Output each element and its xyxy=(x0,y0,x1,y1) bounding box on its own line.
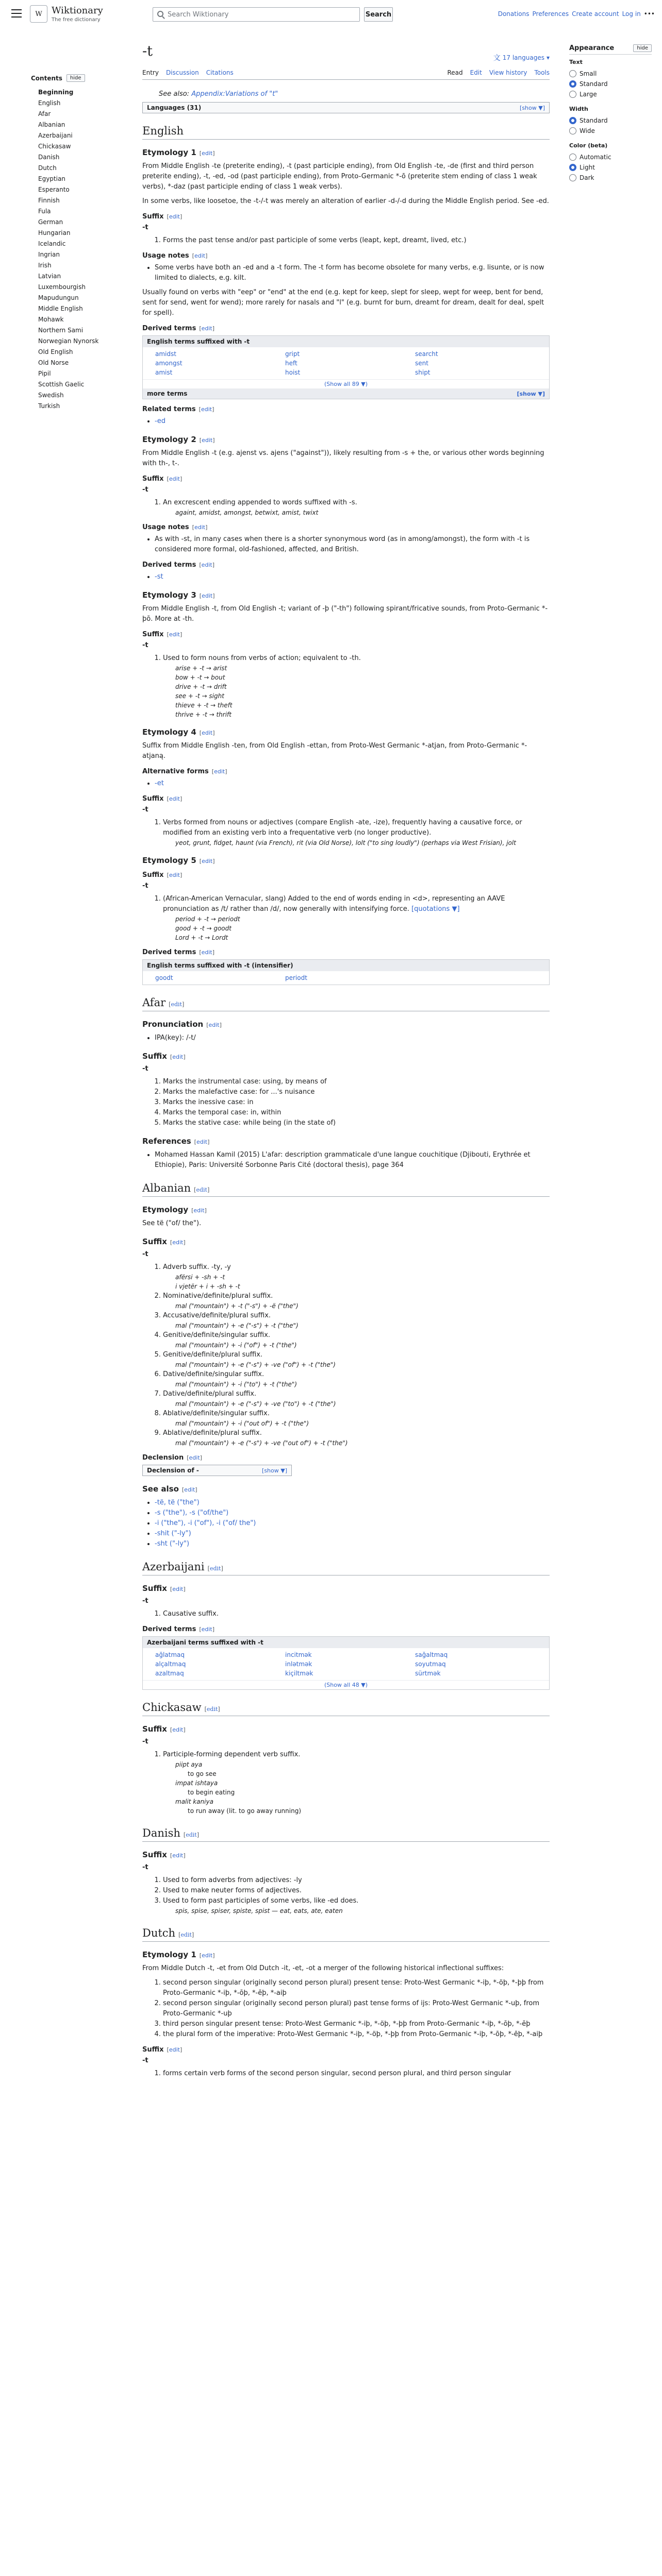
toc-item[interactable]: German xyxy=(38,218,63,226)
definition-text: Ablative/definite/singular suffix. xyxy=(163,1410,270,1417)
translate-icon: 文 xyxy=(493,54,501,62)
edit-link[interactable]: edit xyxy=(201,325,212,332)
see-also-link[interactable]: -s ("the"), -s ("of/the") xyxy=(155,1509,229,1517)
etymology-text: In some verbs, like loosetoe, the -t-/-t was merely an alteration of earlier -d-/-d during the Middle English period. See -ed. xyxy=(142,197,549,205)
heading-derived-terms: Derived terms [edit] xyxy=(142,325,215,332)
heading-etymology-2: Etymology 2 [edit] xyxy=(142,435,215,444)
definition: 1. Verbs formed from nouns or adjectives (compare English -ate, -ize), frequently having a causative force, or modified from an existing verb into a frequentative verb (no longer productive). yeot, grunt, fidget, haunt (via French), rit (via Old Norse), lolt ("to sing loudly") (perhaps via West Frisian), jolt xyxy=(163,818,550,848)
etymology-text: From Middle English -te (preterite ending), -t (past participle ending), from Old English -te, -de (first and third person preterite ending), -t, -ed, -od (past participle ending), from Proto-Germanic *-ō (preterite stem ending of class 1 weak verbs), *-daz (past participle ending of class 1 weak verbs). xyxy=(142,162,537,191)
edit-link[interactable]: edit xyxy=(202,730,213,736)
usage-example: yeot, grunt, fidget, haunt (via French), rit (via Old Norse), lolt ("to sing loudly") (perhaps via West Frisian), jolt xyxy=(175,839,516,846)
toc-item[interactable]: Latvian xyxy=(38,273,61,280)
derived-term-link[interactable]: amidst xyxy=(155,350,176,358)
heading-derived-terms: Derived terms [edit] xyxy=(142,1625,215,1633)
see-also-link[interactable]: Appendix:Variations of "t" xyxy=(191,90,278,98)
edit-link[interactable]: edit xyxy=(214,768,225,775)
heading-see-also: See also [edit] xyxy=(142,1484,197,1494)
headword: -t xyxy=(142,1250,148,1258)
edit-link[interactable]: edit xyxy=(184,1486,195,1493)
tab-view-history[interactable]: View history xyxy=(489,69,527,76)
show-declension-button[interactable]: [show ▼] xyxy=(262,1467,287,1474)
usage-example: mal ("mountain") + -e ("-s") + -ve ("to") + -t ("the") xyxy=(175,1400,336,1408)
definition-text: Dative/definite/plural suffix. xyxy=(163,1390,257,1398)
heading-declension: Declension [edit] xyxy=(142,1454,202,1462)
definition: 1. Causative suffix. xyxy=(163,1609,550,1619)
definition: 3. Used to form past participles of some verbs, like -ed does. spis, spise, spiser, spiste, spist — eat, eats, ate, eaten xyxy=(163,1896,550,1916)
page-title: -t xyxy=(142,43,153,59)
heading-azerbaijani: Azerbaijani [edit] xyxy=(142,1561,550,1575)
usage-example: see + -t → sight xyxy=(175,692,224,700)
etymology-item: 4. the plural form of the imperative: Proto-West Germanic *-iþ, *-öþ, *-þþ from Proto-Germanic *-iþ, *-ōþ, *-ēþ, *-aiþ xyxy=(163,2029,550,2040)
heading-english: English xyxy=(142,125,550,140)
toc-item[interactable]: Beginning xyxy=(38,89,74,96)
toc-item[interactable]: Finnish xyxy=(38,197,60,204)
usage-example: thrive + -t → thrift xyxy=(175,711,231,718)
derived-term-link[interactable]: inlətmək xyxy=(285,1660,312,1668)
heading-danish: Danish [edit] xyxy=(142,1827,550,1842)
edit-link[interactable]: edit xyxy=(172,1726,184,1733)
heading-etymology-3: Etymology 3 [edit] xyxy=(142,590,215,600)
toc-item[interactable]: Pipil xyxy=(38,370,51,377)
toc-item[interactable]: Old Norse xyxy=(38,359,69,366)
definition xyxy=(163,1369,550,1389)
heading-pronunciation: Pronunciation [edit] xyxy=(142,1020,222,1029)
edit-link[interactable]: edit xyxy=(169,795,180,802)
edit-link[interactable]: edit xyxy=(169,631,180,638)
text-size-label: Text xyxy=(569,59,583,65)
toc-item[interactable]: Azerbaijani xyxy=(38,132,73,139)
etymology-text: From Middle English -t, from Old English -t; variant of -þ ("-th") following spirant/fricative sounds, from Proto-Germanic *-þō. More at -th. xyxy=(142,605,548,623)
edit-link[interactable]: edit xyxy=(171,1001,182,1008)
toc-item[interactable]: Swedish xyxy=(38,392,64,399)
edit-link[interactable]: edit xyxy=(201,1626,212,1633)
languages-navbox: Languages (31) [show ▼] xyxy=(142,102,550,113)
etymology-item: 1. second person singular (originally second person plural) present tense: Proto-West Germanic *-iþ, *-öþ, *-þþ from Proto-Germanic *-iþ, *-ōþ, *-ēþ, *-aiþ xyxy=(163,1978,550,1998)
see-also-item xyxy=(155,1498,550,1508)
derived-term-link[interactable]: -st xyxy=(155,573,163,581)
show-languages-button[interactable]: [show ▼] xyxy=(520,104,545,111)
donations-link[interactable]: Donations xyxy=(498,10,529,18)
edit-link[interactable]: edit xyxy=(202,1952,213,1959)
usage-example: i vjetër + i + -sh + -t xyxy=(175,1283,240,1290)
edit-link[interactable]: edit xyxy=(172,1586,184,1592)
heading-suffix: Suffix [edit] xyxy=(142,1724,186,1734)
edit-link[interactable]: edit xyxy=(172,1852,184,1859)
edit-link[interactable]: edit xyxy=(169,872,180,878)
languages-button[interactable]: 文 17 languages ▾ xyxy=(493,53,550,63)
color-light-radio[interactable]: Light xyxy=(569,162,652,173)
heading-dutch: Dutch [edit] xyxy=(142,1927,550,1942)
tab-citations[interactable]: Citations xyxy=(206,69,234,76)
show-more-terms-button[interactable]: [show ▼] xyxy=(517,390,545,397)
toc-item[interactable]: Afar xyxy=(38,110,51,117)
tab-discussion[interactable]: Discussion xyxy=(166,69,199,76)
toc-item[interactable]: Turkish xyxy=(38,402,60,410)
definition: 2. Marks the malefactive case: for ...'s nuisance xyxy=(163,1087,550,1097)
toc-item[interactable]: Hungarian xyxy=(38,229,71,236)
preferences-link[interactable]: Preferences xyxy=(532,10,569,18)
usage-example: mal ("mountain") + -i ("to") + -t ("the") xyxy=(175,1381,297,1388)
text-large-radio[interactable]: Large xyxy=(569,89,652,99)
heading-suffix: Suffix [edit] xyxy=(142,1237,186,1246)
usage-note: Usually found on verbs with "eep" or "end" at the end (e.g. kept for keep, slept for sleep, wept for weep, bent for bend, sent for send, went for wend); more rarely for nasals and "l" (e.g. burnt for burn, dreamt for dream, dealt for deal, spelt for spell). xyxy=(142,289,544,317)
etymology-text: From Middle Dutch -t, -et from Old Dutch -it, -et, -ot a merger of the following historical inflectional suffixes: xyxy=(142,1964,504,1972)
toc-item[interactable]: Icelandic xyxy=(38,240,66,247)
derived-term-link[interactable]: incitmək xyxy=(285,1651,312,1658)
edit-link[interactable]: edit xyxy=(186,1832,197,1838)
see-also-link[interactable]: -shit ("-ly") xyxy=(155,1530,191,1537)
derived-term-link[interactable]: sent xyxy=(415,360,428,367)
usage-example: mal ("mountain") + -e ("-s") + -ve ("of") + -t ("the") xyxy=(175,1361,336,1368)
tab-tools[interactable]: Tools xyxy=(534,69,550,76)
declension-box: Declension of - [show ▼] xyxy=(142,1465,292,1476)
edit-link[interactable]: edit xyxy=(180,1931,192,1938)
etymology-item: 2. second person singular (originally second person plural) past tense forms of ijs: Proto-West Germanic *-uþ, from Proto-Germanic *-uþ xyxy=(163,1998,550,2019)
definition xyxy=(163,1409,550,1428)
width-standard-radio[interactable]: Standard xyxy=(569,115,652,126)
headword: -t xyxy=(142,641,148,649)
derived-term-link[interactable]: azaltmaq xyxy=(155,1670,184,1677)
edit-link[interactable]: edit xyxy=(201,406,212,413)
usage-example: piipt aya xyxy=(175,1761,203,1768)
color-dark-radio[interactable]: Dark xyxy=(569,173,652,183)
menu-icon[interactable] xyxy=(11,9,22,18)
edit-link[interactable]: edit xyxy=(209,1565,221,1572)
derived-term-link[interactable]: heft xyxy=(285,360,297,367)
headword: -t xyxy=(142,1863,148,1871)
derived-term-link[interactable]: hoist xyxy=(285,369,301,376)
heading-suffix: Suffix [edit] xyxy=(142,631,183,638)
toc-item[interactable]: Old English xyxy=(38,348,73,355)
related-term-link[interactable]: -ed xyxy=(155,417,166,425)
usage-example: mal ("mountain") + -e ("-s") + -ve ("out of") + -t ("the") xyxy=(175,1439,348,1447)
toc-item[interactable]: Danish xyxy=(38,154,60,161)
chevron-down-icon: ▾ xyxy=(546,54,550,61)
definition-text: Genitive/definite/plural suffix. xyxy=(163,1351,263,1359)
derived-terms-box: English terms suffixed with -t (intensifier) goodt periodt xyxy=(142,959,550,985)
toc-item[interactable]: Dutch xyxy=(38,164,57,172)
heading-related-terms: Related terms [edit] xyxy=(142,405,214,413)
usage-example: mal ("mountain") + -t ("-s") + -ë ("the") xyxy=(175,1302,299,1310)
derived-terms-box: Azerbaijani terms suffixed with -t ağlatmaq incitmək sağaltmaq alçaltmaq inlətmək soyutmaq azaltmaq kiçiltmək sürtmək (Show all 48 ▼) xyxy=(142,1636,550,1690)
headword: -t xyxy=(142,486,148,494)
more-options-icon[interactable]: ••• xyxy=(643,10,655,18)
edit-link[interactable]: edit xyxy=(196,1187,207,1193)
see-also-link[interactable]: -sht ("-ly") xyxy=(155,1540,190,1548)
heading-afar: Afar [edit] xyxy=(142,996,550,1011)
headword: -t xyxy=(142,1065,148,1073)
derived-term-link[interactable]: gript xyxy=(285,350,300,358)
see-also-link[interactable]: -të, të ("the") xyxy=(155,1499,200,1506)
usage-note: • As with -st, in many cases when there is a shorter synonymous word (as in among/amongst), the form with -t is considered more formal, old-fashioned, affected, and British. xyxy=(155,534,550,555)
width-label: Width xyxy=(569,106,588,112)
headword: -t xyxy=(142,1597,148,1605)
usage-example: good + -t → goodt xyxy=(175,925,231,932)
definition: 1. Used to form adverbs from adjectives: -ly xyxy=(163,1875,550,1886)
toc-item[interactable]: Chickasaw xyxy=(38,143,71,150)
definition xyxy=(163,1350,550,1369)
definition xyxy=(163,1311,550,1330)
definition: 5. Marks the stative case: while being (in the state of) xyxy=(163,1118,550,1128)
personal-tools xyxy=(498,10,655,18)
heading-chickasaw: Chickasaw [edit] xyxy=(142,1701,550,1716)
table-of-contents xyxy=(31,74,108,412)
headword: -t xyxy=(142,1738,148,1745)
usage-example: impat ishtaya xyxy=(175,1780,218,1787)
heading-suffix: Suffix [edit] xyxy=(142,1052,186,1061)
see-also-link[interactable]: -i ("the"), -i ("of"), -i ("of/ the") xyxy=(155,1519,256,1527)
heading-suffix: Suffix [edit] xyxy=(142,1850,186,1859)
toc-item[interactable]: Luxembourgish xyxy=(38,283,86,291)
edit-link[interactable]: edit xyxy=(201,949,212,956)
definition-text: Accusative/definite/plural suffix. xyxy=(163,1312,271,1319)
headword: -t xyxy=(142,224,148,231)
see-also-hatnote: See also: Appendix:Variations of "t" xyxy=(159,90,278,98)
page-tabs xyxy=(142,62,550,80)
edit-link[interactable]: edit xyxy=(169,213,180,220)
toc-item[interactable]: Middle English xyxy=(38,305,83,312)
edit-link[interactable]: edit xyxy=(202,592,213,599)
edit-link[interactable]: edit xyxy=(201,562,212,568)
definition: 3. Marks the inessive case: in xyxy=(163,1097,550,1108)
edit-link[interactable]: edit xyxy=(202,150,213,157)
usage-example: Lord + -t → Lordt xyxy=(175,934,228,941)
see-also-item xyxy=(155,1518,550,1529)
alternative-form-link[interactable]: -et xyxy=(155,779,164,787)
heading-etymology: Etymology [edit] xyxy=(142,1205,207,1214)
etymology-item: 3. third person singular present tense: Proto-West Germanic *-iþ, *-öþ, *-þþ from Proto-Germanic *-iþ, *-ōþ, *-ēþ xyxy=(163,2019,550,2029)
see-also-item xyxy=(155,1529,550,1539)
definition-text: Adverb suffix. -ty, -y xyxy=(163,1263,231,1271)
edit-link[interactable]: edit xyxy=(196,1139,208,1145)
definition xyxy=(163,1291,550,1311)
heading-suffix: Suffix [edit] xyxy=(142,871,183,879)
create-account-link[interactable]: Create account xyxy=(572,10,619,18)
edit-link[interactable]: edit xyxy=(169,2046,180,2053)
appearance-panel xyxy=(569,44,652,189)
toc-item[interactable]: Scottish Gaelic xyxy=(38,381,85,388)
toc-item[interactable]: Albanian xyxy=(38,121,65,128)
usage-note: • Some verbs have both an -ed and a -t form. The -t form has become obsolete for many verbs, e.g. lisunte, or is now limited to dialects, e.g. kilt. xyxy=(155,263,550,283)
edit-link[interactable]: edit xyxy=(172,1239,184,1246)
search-placeholder: Search Wiktionary xyxy=(168,10,229,19)
edit-link[interactable]: edit xyxy=(193,1207,205,1214)
heading-derived-terms: Derived terms [edit] xyxy=(142,561,215,569)
toc-title: Contents xyxy=(31,74,62,82)
heading-etymology-5: Etymology 5 [edit] xyxy=(142,856,215,865)
usage-translation: to go see xyxy=(188,1770,217,1777)
toc-item[interactable]: Egyptian xyxy=(38,175,65,182)
derived-term-link[interactable]: periodt xyxy=(285,974,307,981)
text-standard-radio[interactable]: Standard xyxy=(569,79,652,89)
edit-link[interactable]: edit xyxy=(172,1054,184,1060)
headword: -t xyxy=(142,882,148,890)
width-wide-radio[interactable]: Wide xyxy=(569,126,652,136)
heading-etymology-4: Etymology 4 [edit] xyxy=(142,727,215,737)
toc-item[interactable]: Ingrian xyxy=(38,251,60,258)
toc-item[interactable]: Mohawk xyxy=(38,316,64,323)
definition xyxy=(163,1428,550,1448)
definition xyxy=(163,1262,550,1291)
tab-edit[interactable]: Edit xyxy=(470,69,482,76)
edit-link[interactable]: edit xyxy=(202,437,213,444)
definition: 4. Marks the temporal case: in, within xyxy=(163,1108,550,1118)
heading-alternative-forms: Alternative forms [edit] xyxy=(142,768,227,775)
quotations-toggle[interactable]: [quotations ▼] xyxy=(411,905,460,913)
derived-terms-box: English terms suffixed with -t amidst gript searcht amongst heft sent amist hoist shipt (Show all 89 ▼) more terms [show ▼] xyxy=(142,335,550,399)
heading-suffix: Suffix [edit] xyxy=(142,1584,186,1593)
usage-example: bow + -t → bout xyxy=(175,674,225,681)
usage-example: spis, spise, spiser, spiste, spist — eat, eats, ate, eaten xyxy=(175,1907,343,1914)
edit-link[interactable]: edit xyxy=(206,1706,218,1713)
toc-item[interactable]: English xyxy=(38,99,61,107)
usage-example: mal ("mountain") + -i ("out of") + -t ("the") xyxy=(175,1420,309,1427)
edit-link[interactable]: edit xyxy=(189,1454,200,1461)
definition: 1. (African-American Vernacular, slang) Added to the end of words ending in <d>, representing an AAVE pronunciation as /t/ rather than /d/, now generally with intensifying force. [quotations ▼] period + -t → periodt good + -t → goodt Lord + -t → Lordt xyxy=(163,894,550,942)
color-label: Color (beta) xyxy=(569,142,608,149)
tab-entry[interactable]: Entry xyxy=(142,69,159,76)
etymology-text: From Middle English -t (e.g. ajenst vs. ajens ("against")), likely resulting from -s + the, or various other words beginning with th-, t-. xyxy=(142,449,544,467)
definition: 1. Participle-forming dependent verb suffix. piipt aya to go see impat ishtaya to begin eating malit kaniya to run away (lit. to go away running) xyxy=(163,1750,550,1816)
heading-etymology-1: Etymology 1 [edit] xyxy=(142,1950,215,1959)
show-all-button[interactable]: (Show all 89 ▼) xyxy=(324,381,368,387)
color-automatic-radio[interactable]: Automatic xyxy=(569,152,652,162)
heading-etymology-1: Etymology 1 [edit] xyxy=(142,148,215,157)
usage-example: drive + -t → drift xyxy=(175,683,227,690)
edit-link[interactable]: edit xyxy=(202,858,213,865)
usage-example: mal ("mountain") + -i ("of") + -t ("the") xyxy=(175,1342,297,1349)
reference: • Mohamed Hassan Kamil (2015) L'afar: description grammaticale d'une langue couchitique (Djibouti, Erythrée et Ethiopie), Paris: Université Sorbonne Paris Cité (doctoral thesis), page 364 xyxy=(155,1150,550,1171)
toc-item[interactable]: Irish xyxy=(38,262,52,269)
usage-example: thieve + -t → theft xyxy=(175,702,233,709)
heading-suffix: Suffix [edit] xyxy=(142,2046,183,2054)
derived-term-link[interactable]: alçaltmaq xyxy=(155,1660,186,1668)
definition-text: Genitive/definite/singular suffix. xyxy=(163,1331,271,1339)
usage-example: mal ("mountain") + -e ("-s") + -t ("the") xyxy=(175,1322,299,1329)
definition: 1. Used to form nouns from verbs of action; equivalent to -th. arise + -t → arist bow + -t → bout drive + -t → drift see + -t → sight thieve + -t → theft thrive + -t → thrift xyxy=(163,653,550,719)
heading-references: References [edit] xyxy=(142,1137,210,1146)
usage-example: arise + -t → arist xyxy=(175,665,227,672)
derived-term-link[interactable]: amist xyxy=(155,369,173,376)
derived-term-link[interactable]: searcht xyxy=(415,350,438,358)
heading-suffix: Suffix [edit] xyxy=(142,213,183,221)
usage-example: afërsi + -sh + -t xyxy=(175,1274,225,1281)
search-button[interactable]: Search xyxy=(364,7,393,22)
edit-link[interactable]: edit xyxy=(194,524,206,531)
definition: 1. forms certain verb forms of the second person singular, second person plural, and third person singular xyxy=(163,2069,550,2079)
ipa: • IPA(key): /-t/ xyxy=(155,1033,550,1043)
headword: -t xyxy=(142,806,148,814)
definition xyxy=(163,1389,550,1409)
toc-item[interactable]: Fula xyxy=(38,208,51,215)
derived-term-link[interactable]: sürtmək xyxy=(415,1670,441,1677)
see-also-item xyxy=(155,1539,550,1549)
etymology-text: See të ("of/ the"). xyxy=(142,1219,202,1227)
heading-suffix: Suffix [edit] xyxy=(142,795,183,803)
heading-usage-notes: Usage notes [edit] xyxy=(142,252,208,260)
usage-example: againt, amidst, amongst, betwixt, amist, twixt xyxy=(175,509,319,516)
login-link[interactable]: Log in xyxy=(622,10,641,18)
toc-item[interactable]: Mapudungun xyxy=(38,294,79,301)
search-icon xyxy=(157,11,163,17)
appearance-hide-button[interactable]: hide xyxy=(633,44,652,52)
main-content xyxy=(142,43,550,2083)
heading-usage-notes: Usage notes [edit] xyxy=(142,523,208,531)
edit-link[interactable]: edit xyxy=(194,252,206,259)
usage-example: period + -t → periodt xyxy=(175,916,240,923)
derived-term-link[interactable]: kiçiltmək xyxy=(285,1670,313,1677)
definition: 1. An excrescent ending appended to words suffixed with -s. againt, amidst, amongst, betwixt, amist, twixt xyxy=(163,498,550,517)
derived-term-link[interactable]: shipt xyxy=(415,369,431,376)
derived-term-link[interactable]: ağlatmaq xyxy=(155,1651,185,1658)
definition-text: Nominative/definite/plural suffix. xyxy=(163,1292,273,1300)
usage-translation: to run away (lit. to go away running) xyxy=(188,1807,302,1815)
heading-suffix: Suffix [edit] xyxy=(142,475,183,483)
appearance-title: Appearance xyxy=(569,44,615,52)
definition xyxy=(163,1330,550,1350)
toc-item[interactable]: Northern Sami xyxy=(38,327,84,334)
usage-translation: to begin eating xyxy=(188,1789,235,1796)
definition: 2. Used to make neuter forms of adjectives. xyxy=(163,1886,550,1896)
toc-item[interactable]: Esperanto xyxy=(38,186,70,193)
derived-term-link[interactable]: amongst xyxy=(155,360,183,367)
headword: -t xyxy=(142,2057,148,2064)
definition-text: Ablative/definite/plural suffix. xyxy=(163,1429,262,1437)
site-tagline: The free dictionary xyxy=(52,17,101,23)
etymology-text: Suffix from Middle English -ten, from Old English -ettan, from Proto-West Germanic *-atjan, from Proto-Germanic *-atjaną. xyxy=(142,742,527,760)
heading-albanian: Albanian [edit] xyxy=(142,1182,550,1197)
derived-term-link[interactable]: sağaltmaq xyxy=(415,1651,448,1658)
tab-read[interactable]: Read xyxy=(447,69,463,76)
site-title[interactable]: Wiktionary xyxy=(52,5,103,16)
derived-term-link[interactable]: soyutmaq xyxy=(415,1660,446,1668)
toc-item[interactable]: Norwegian Nynorsk xyxy=(38,337,99,345)
heading-derived-terms: Derived terms [edit] xyxy=(142,948,215,956)
see-also-item xyxy=(155,1508,550,1518)
search-input[interactable] xyxy=(153,7,360,22)
wiktionary-logo[interactable]: W xyxy=(30,5,47,23)
site-header xyxy=(0,0,662,29)
text-small-radio[interactable]: Small xyxy=(569,69,652,79)
definition-text: Dative/definite/singular suffix. xyxy=(163,1370,264,1378)
usage-example: malit kaniya xyxy=(175,1798,213,1805)
definition: 1. Marks the instrumental case: using, by means of xyxy=(163,1077,550,1087)
toc-hide-button[interactable]: hide xyxy=(67,74,85,82)
show-all-button[interactable]: (Show all 48 ▼) xyxy=(324,1682,368,1688)
edit-link[interactable]: edit xyxy=(169,476,180,482)
definition: 1. Forms the past tense and/or past participle of some verbs (leapt, kept, dreamt, lived, etc.) xyxy=(163,235,550,246)
derived-term-link[interactable]: goodt xyxy=(155,974,173,981)
edit-link[interactable]: edit xyxy=(208,1022,220,1028)
